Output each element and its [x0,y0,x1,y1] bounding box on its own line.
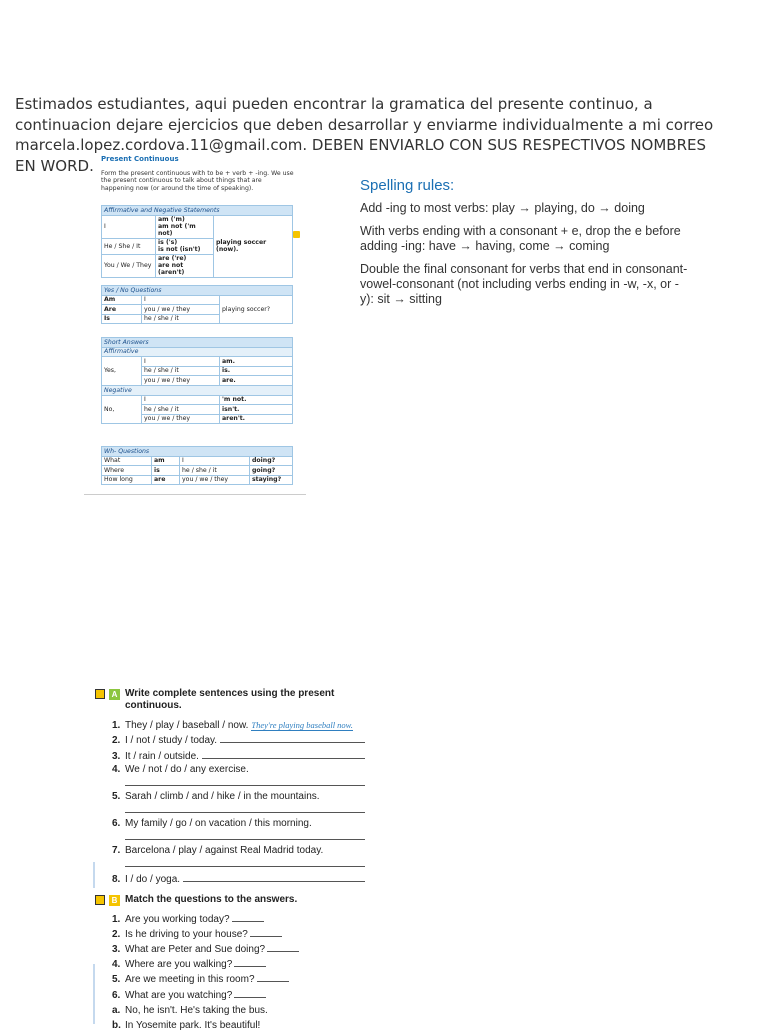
table-cell: is ('s) is not (isn't) [156,238,214,254]
table-cell: I [142,295,220,305]
grammar-intro: Form the present continuous with to be + verb + -ing. We use the present continuous to talk about things that are happening now (or around the time of speaking). [101,170,294,192]
exercise-letter-badge: A [109,689,120,700]
table-cell: I [180,456,250,466]
answer-line[interactable] [234,966,266,967]
table-cell: No, [102,395,142,424]
table-cell: 'm not. [220,395,293,405]
table-cell: How long [102,475,152,485]
answer-line[interactable] [183,881,365,882]
table-cell: going? [250,466,293,476]
exercise-item: 8. I / do / yoga. [112,870,365,885]
exercise-item: 5. Are we meeting in this room? [112,970,365,985]
exercise-b [95,894,365,1031]
exercise-item: b. In Yosemite park. It's beautiful! [112,1019,261,1031]
exercise-item: a. No, he isn't. He's taking the bus. [112,1004,268,1016]
exercise-item: 7. Barcelona / play / against Real Madrid today. [112,843,365,870]
exercise-item: 3. It / rain / outside. [112,746,365,761]
exercise-item: 5. Sarah / climb / and / hike / in the mountains. [112,789,365,816]
yesno-header: Yes / No Questions [102,286,293,296]
table-cell: you / we / they [142,414,220,424]
exercise-item: 6. My family / go / on vacation / this morning. [112,816,365,843]
table-cell: you / we / they [142,376,220,386]
exercise-item: 1. Are you working today? [112,910,365,925]
table-cell: you / we / they [180,475,250,485]
affirmative-negative-table [101,205,293,278]
table-cell: am [152,456,180,466]
checkbox-icon [95,895,105,905]
exercise-letter-badge: B [109,895,120,906]
spelling-rules [360,178,690,315]
table-cell: You / We / They [102,254,156,277]
short-header: Short Answers [102,338,293,348]
table-cell: you / we / they [142,305,220,315]
answer-line[interactable] [267,951,299,952]
table-cell: Yes, [102,357,142,386]
table-cell: are ('re) are not (aren't) [156,254,214,277]
table-cell: aren't. [220,414,293,424]
answer-line[interactable] [202,758,365,759]
table-cell: he / she / it [180,466,250,476]
wh-questions-table [101,446,293,485]
answer-line[interactable] [125,812,365,813]
table-cell: are. [220,376,293,386]
table-cell: He / She / It [102,238,156,254]
table-cell: am ('m) am not ('m not) [156,215,214,238]
affirmative-label: Affirmative [102,347,293,357]
margin-bar [93,862,95,888]
divider [84,494,306,495]
table-cell: are [152,475,180,485]
answer-line[interactable] [257,981,289,982]
answer-line[interactable] [232,921,264,922]
table-cell: doing? [250,456,293,466]
yes-no-questions-table [101,285,293,324]
table-cell: I [102,215,156,238]
table-cell: Is [102,314,142,324]
spelling-title: Spelling rules: [360,177,455,194]
short-answers-table [101,337,293,424]
table-cell: is [152,466,180,476]
exercise-item: 1. They / play / baseball / now. They're playing baseball now. [112,720,353,732]
exercise-item: 6. What are you watching? [112,985,365,1000]
grammar-title: Present Continuous [101,155,179,163]
checkbox-icon [95,689,105,699]
negative-label: Negative [102,385,293,395]
wh-header: Wh- Questions [102,447,293,457]
table-cell: Are [102,305,142,315]
example-answer: They're playing baseball now. [251,720,353,731]
answer-line[interactable] [125,785,365,786]
spelling-rule: Double the final consonant for verbs that end in consonant-vowel-consonant (not including verbs ending in -w, -x, or -y): sit → sitting [360,262,688,306]
answer-line[interactable] [125,866,365,867]
exercise-item: 3. What are Peter and Sue doing? [112,940,365,955]
table-cell: What [102,456,152,466]
table-cell: he / she / it [142,314,220,324]
exercise-item: 2. I / not / study / today. [112,731,365,746]
exercise-item: 2. Is he driving to your house? [112,925,365,940]
answer-line[interactable] [234,997,266,998]
exercise-item: 4. We / not / do / any exercise. [112,762,365,789]
answer-line[interactable] [250,936,282,937]
answer-line[interactable] [220,742,365,743]
margin-bar [93,964,95,1024]
table-cell: playing soccer? [220,295,293,324]
table-cell: I [142,357,220,367]
table-cell: playing soccer (now). [214,215,293,277]
exercise-a [95,688,365,885]
affirm-header: Affirmative and Negative Statements [102,206,293,216]
table-cell: Where [102,466,152,476]
spelling-rule: With verbs ending with a consonant + e, drop the e before adding -ing: have → having, come → coming [360,224,681,253]
table-cell: Am [102,295,142,305]
table-cell: is. [220,366,293,376]
spelling-rule: Add -ing to most verbs: play → playing, do → doing [360,201,645,215]
intro-paragraph: Estimados estudiantes, aqui pueden encontrar la gramatica del presente continuo, a continuacion dejare ejercicios que deben desarrollar y enviarme individualmente a mi correo marcela.lopez.cordova.11@gmail.com. DEBEN ENVIARLO CON SUS RESPECTIVOS NOMBRES EN WORD. [15,95,714,175]
answer-line[interactable] [125,839,365,840]
table-cell: isn't. [220,405,293,415]
table-cell: staying? [250,475,293,485]
table-cell: he / she / it [142,366,220,376]
table-cell: am. [220,357,293,367]
note-icon [293,231,300,238]
exercise-item: 4. Where are you walking? [112,955,365,970]
exercise-title: Match the questions to the answers. [125,894,298,905]
table-cell: he / she / it [142,405,220,415]
exercise-title: Write complete sentences using the present continuous. [125,688,335,711]
grammar-reference [84,156,306,496]
table-cell: I [142,395,220,405]
